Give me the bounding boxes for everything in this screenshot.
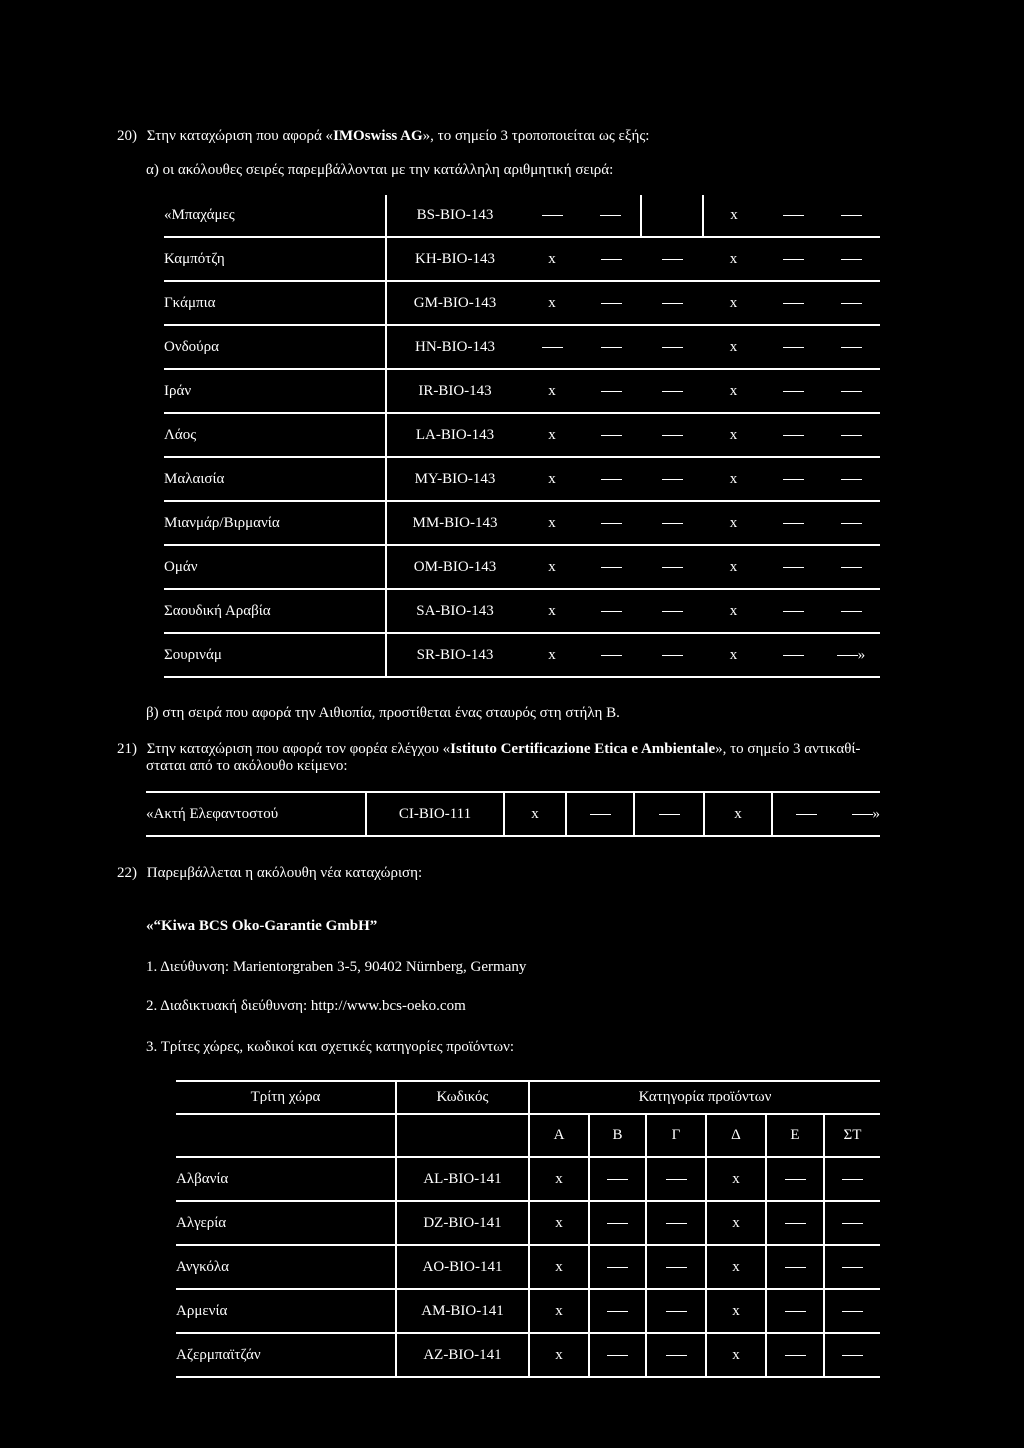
category-mark-cell: x [523,501,581,545]
category-mark-cell [646,1289,706,1333]
header-product-category: Κατηγορία προϊόντων [529,1081,880,1114]
category-mark-cell [822,369,880,413]
category-mark-cell [581,589,641,633]
category-mark-cell [641,501,703,545]
dash-mark [785,1311,806,1312]
category-mark-cell: x [523,457,581,501]
code-cell: OM-BIO-143 [386,545,523,589]
category-mark-cell [523,195,581,237]
country-cell: Γκάμπια [164,281,386,325]
category-mark-cell: x [703,589,764,633]
dash-mark [601,391,622,392]
dash-mark [841,611,862,612]
country-cell: Ονδούρα [164,325,386,369]
dash-mark [601,435,622,436]
category-mark-cell [646,1157,706,1201]
category-mark-cell [766,1157,824,1201]
country-cell: Μιανμάρ/Βιρμανία [164,501,386,545]
item-21-table [146,791,880,837]
dash-mark [662,391,683,392]
dash-mark [783,215,804,216]
code-cell: AO-BIO-141 [396,1245,529,1289]
category-mark-cell [766,1333,824,1377]
dash-mark [601,303,622,304]
category-mark-cell: x [706,1289,766,1333]
dash-mark [662,523,683,524]
dash-mark [841,391,862,392]
dash-mark [841,303,862,304]
dash-mark [783,611,804,612]
table-row [176,1157,880,1201]
table-row [176,1333,880,1377]
category-mark-cell [641,369,703,413]
category-mark-cell: x [523,633,581,677]
category-mark-cell [822,325,880,369]
dash-mark [841,259,862,260]
category-mark-cell: x [523,413,581,457]
category-mark-cell: x [523,281,581,325]
item-21-prefix: Στην καταχώριση που αφορά τον φορέα ελέγχου « [146,741,451,757]
category-mark-cell [822,237,880,281]
category-mark-cell: x [523,369,581,413]
country-cell: Καμπότζη [164,237,386,281]
category-mark-cell [824,1245,880,1289]
item-21-line2: σταται από το ακόλουθο κείμενο: [146,758,348,774]
category-mark-cell [764,195,822,237]
empty-cell [396,1114,529,1157]
country-cell: Αρμενία [176,1289,396,1333]
item-20-sub-a: α) οι ακόλουθες σειρές παρεμβάλλονται με την κατάλληλη αριθμητική σειρά: [146,162,614,178]
category-mark-cell: x [529,1201,589,1245]
code-cell: GM-BIO-143 [386,281,523,325]
dash-mark [662,611,683,612]
category-mark-cell: x [703,281,764,325]
category-mark-cell [581,633,641,677]
category-header-cell: ΣΤ [824,1114,880,1157]
dash-mark [841,347,862,348]
category-mark-cell [822,501,880,545]
dash-mark [842,1355,863,1356]
category-mark-cell: x [523,589,581,633]
country-cell: Αλβανία [176,1157,396,1201]
table-row [164,237,880,281]
dash-mark [662,259,683,260]
code-cell: AM-BIO-141 [396,1289,529,1333]
dash-mark [666,1311,687,1312]
category-mark-cell [824,1333,880,1377]
code-cell: AZ-BIO-141 [396,1333,529,1377]
dash-mark [607,1179,628,1180]
category-mark-cell [822,457,880,501]
code-cell: MM-BIO-143 [386,501,523,545]
category-mark-cell: x [529,1333,589,1377]
category-mark-cell: x [706,1201,766,1245]
category-header-cell: Δ [706,1114,766,1157]
item-22-table [176,1080,880,1378]
item-20-prefix: Στην καταχώριση που αφορά « [146,128,334,144]
table-row [176,1201,880,1245]
dash-mark [666,1267,687,1268]
code-cell: MY-BIO-143 [386,457,523,501]
category-mark-cell [764,545,822,589]
category-mark-cell [822,633,880,677]
dash-mark [783,347,804,348]
code-cell: IR-BIO-143 [386,369,523,413]
dash-mark [607,1267,628,1268]
category-mark-cell: x [706,1157,766,1201]
category-mark-cell [822,413,880,457]
country-cell: Αζερμπαϊτζάν [176,1333,396,1377]
category-mark-cell: x [703,501,764,545]
category-mark-cell [822,195,880,237]
category-header-cell: E [766,1114,824,1157]
category-mark-cell [566,792,634,836]
dash-mark [601,479,622,480]
category-mark-cell: x [703,457,764,501]
dash-mark [796,814,817,815]
category-mark-cell [840,792,880,836]
category-mark-cell [641,457,703,501]
category-mark-cell [589,1245,646,1289]
dash-mark [662,567,683,568]
dash-mark [666,1223,687,1224]
item-22-text: Παρεμβάλλεται η ακόλουθη νέα καταχώριση: [146,865,423,881]
dash-mark [783,655,804,656]
dash-mark [542,215,563,216]
category-mark-cell: x [523,545,581,589]
category-mark-cell [764,457,822,501]
code-cell: SR-BIO-143 [386,633,523,677]
item-21-body-name: Istituto Certificazione Etica e Ambientale [450,741,716,757]
item-20-suffix: », το σημείο 3 τροποποιείται ως εξής: [422,128,650,144]
dash-mark [601,259,622,260]
category-header-cell: B [589,1114,646,1157]
dash-mark [783,567,804,568]
code-cell: DZ-BIO-141 [396,1201,529,1245]
dash-mark [842,1223,863,1224]
dash-mark [666,1355,687,1356]
category-mark-cell: x [703,237,764,281]
header-code: Κωδικός [396,1081,529,1114]
category-mark-cell [824,1157,880,1201]
category-mark-cell: x [703,633,764,677]
country-cell: «Μπαχάμες [164,195,386,237]
category-mark-cell: x [703,325,764,369]
dash-mark [785,1355,806,1356]
item-22-point-3: 3. Τρίτες χώρες, κωδικοί και σχετικές κατηγορίες προϊόντων: [146,1039,515,1055]
category-mark-cell [641,325,703,369]
item-22-body-title: «“Kiwa BCS Oko-Garantie GmbH” [146,918,378,934]
code-cell: HN-BIO-143 [386,325,523,369]
category-mark-cell: x [706,1245,766,1289]
category-mark-cell [641,633,703,677]
category-mark-cell: x [529,1245,589,1289]
closing-quote: » [872,805,880,822]
category-mark-cell: x [529,1289,589,1333]
table-row [164,589,880,633]
category-mark-cell [634,792,704,836]
dash-mark [841,215,862,216]
category-mark-cell [822,589,880,633]
dash-mark [842,1267,863,1268]
dash-mark [601,567,622,568]
category-mark-cell [764,325,822,369]
item-22-website: 2. Διαδικτυακή διεύθυνση: http://www.bcs-oeko.com [146,998,466,1014]
table-row [164,281,880,325]
table-row [164,545,880,589]
table-category-row [176,1114,880,1157]
category-mark-cell [641,237,703,281]
category-mark-cell [764,281,822,325]
item-20-number: 20) [117,128,137,144]
category-mark-cell: x [703,195,764,237]
dash-mark [852,814,873,815]
table-row [164,501,880,545]
table-row [164,325,880,369]
category-mark-cell [646,1333,706,1377]
category-mark-cell [581,325,641,369]
dash-mark [837,655,858,656]
category-mark-cell [581,413,641,457]
category-mark-cell [641,413,703,457]
dash-mark [607,1355,628,1356]
dash-mark [601,347,622,348]
category-mark-cell [641,545,703,589]
code-cell: SA-BIO-143 [386,589,523,633]
category-mark-cell [581,195,641,237]
table-row [164,457,880,501]
item-22-heading [117,865,422,882]
category-mark-cell [589,1333,646,1377]
table-row [164,633,880,677]
country-cell: Λάος [164,413,386,457]
category-mark-cell: x [504,792,566,836]
category-mark-cell: x [703,545,764,589]
table-row [176,1245,880,1289]
category-mark-cell [581,281,641,325]
dash-mark [842,1311,863,1312]
dash-mark [542,347,563,348]
table-row [176,1289,880,1333]
item-21-suffix: », το σημείο 3 αντικαθί- [715,741,861,757]
category-mark-cell [764,369,822,413]
dash-mark [662,347,683,348]
category-mark-cell [646,1201,706,1245]
code-cell: AL-BIO-141 [396,1157,529,1201]
category-mark-cell [772,792,840,836]
table-row [164,369,880,413]
dash-mark [607,1311,628,1312]
dash-mark [601,611,622,612]
category-mark-cell [646,1245,706,1289]
table-header-row [176,1081,880,1114]
category-mark-cell [822,545,880,589]
category-mark-cell [764,501,822,545]
category-mark-cell [824,1201,880,1245]
category-mark-cell [766,1201,824,1245]
category-mark-cell [581,237,641,281]
country-cell: «Ακτή Ελεφαντοστού [146,792,366,836]
dash-mark [783,259,804,260]
category-mark-cell [523,325,581,369]
category-mark-cell [824,1289,880,1333]
item-22-address: 1. Διεύθυνση: Marientorgraben 3-5, 90402 Nürnberg, Germany [146,959,527,975]
dash-mark [662,303,683,304]
dash-mark [601,655,622,656]
code-cell: LA-BIO-143 [386,413,523,457]
category-mark-cell [764,413,822,457]
table-row [164,413,880,457]
country-cell: Αλγερία [176,1201,396,1245]
category-mark-cell [641,195,703,237]
category-mark-cell [581,501,641,545]
dash-mark [783,303,804,304]
category-mark-cell [764,633,822,677]
code-cell: CI-BIO-111 [366,792,504,836]
dash-mark [785,1179,806,1180]
dash-mark [662,655,683,656]
item-20-heading [117,128,649,145]
category-mark-cell [641,589,703,633]
category-mark-cell [766,1245,824,1289]
dash-mark [841,567,862,568]
item-21-number: 21) [117,741,137,757]
dash-mark [841,435,862,436]
category-mark-cell: x [523,237,581,281]
dash-mark [600,215,621,216]
country-cell: Ανγκόλα [176,1245,396,1289]
category-mark-cell [764,237,822,281]
dash-mark [783,435,804,436]
dash-mark [785,1223,806,1224]
category-mark-cell: x [703,413,764,457]
dash-mark [841,479,862,480]
item-21-heading [117,741,860,758]
category-mark-cell [641,281,703,325]
category-mark-cell [766,1289,824,1333]
category-mark-cell [581,457,641,501]
country-cell: Σουρινάμ [164,633,386,677]
dash-mark [783,479,804,480]
dash-mark [662,435,683,436]
item-22-number: 22) [117,865,137,881]
dash-mark [590,814,611,815]
item-20-table [164,195,880,678]
category-mark-cell [589,1201,646,1245]
table-row [146,792,880,836]
category-mark-cell [822,281,880,325]
dash-mark [785,1267,806,1268]
dash-mark [783,391,804,392]
category-mark-cell: x [529,1157,589,1201]
item-20-sub-b: β) στη σειρά που αφορά την Αιθιοπία, προστίθεται ένας σταυρός στη στήλη Β. [146,705,620,721]
category-mark-cell [581,545,641,589]
dash-mark [659,814,680,815]
country-cell: Ιράν [164,369,386,413]
dash-mark [601,523,622,524]
category-header-cell: Γ [646,1114,706,1157]
code-cell: BS-BIO-143 [386,195,523,237]
dash-mark [607,1223,628,1224]
country-cell: Σαουδική Αραβία [164,589,386,633]
item-20-body-name: IMOswiss AG [333,128,423,144]
category-mark-cell: x [706,1333,766,1377]
dash-mark [666,1179,687,1180]
closing-quote: » [857,646,866,663]
empty-cell [176,1114,396,1157]
table-row [164,195,880,237]
dash-mark [662,479,683,480]
category-mark-cell [589,1289,646,1333]
dash-mark [783,523,804,524]
header-third-country: Τρίτη χώρα [176,1081,396,1114]
dash-mark [841,523,862,524]
country-cell: Μαλαισία [164,457,386,501]
code-cell: KH-BIO-143 [386,237,523,281]
category-mark-cell: x [703,369,764,413]
category-mark-cell: x [704,792,772,836]
category-header-cell: A [529,1114,589,1157]
category-mark-cell [764,589,822,633]
country-cell: Ομάν [164,545,386,589]
category-mark-cell [589,1157,646,1201]
category-mark-cell [581,369,641,413]
dash-mark [842,1179,863,1180]
